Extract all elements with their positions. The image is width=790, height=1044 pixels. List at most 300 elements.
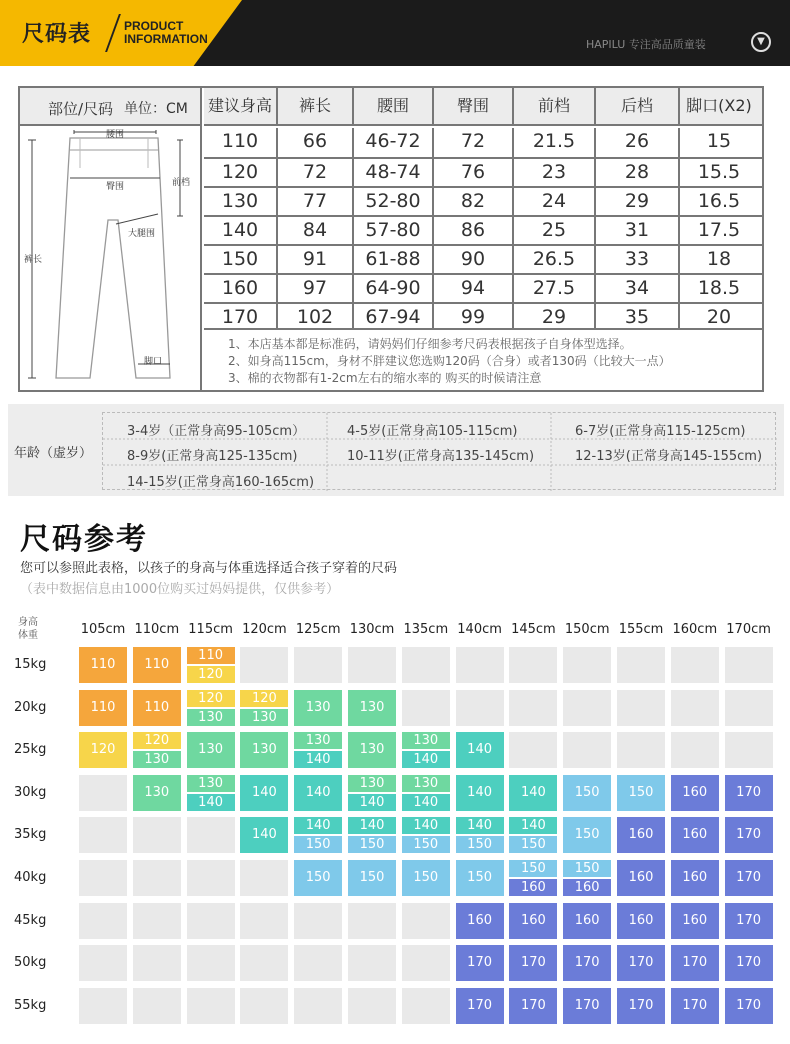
- empty-cell: [671, 732, 719, 768]
- size-value: 140: [402, 751, 450, 768]
- size-value: 170: [574, 997, 600, 1013]
- size-table-cell: 130: [204, 188, 278, 215]
- size-table-cell: 84: [278, 217, 354, 244]
- empty-cell: [294, 647, 342, 683]
- size-recommendation-cell: [509, 945, 557, 981]
- diagram-waist-label: 腰围: [106, 130, 125, 140]
- height-column-header: 160cm: [672, 622, 718, 637]
- size-recommendation-cell: [725, 860, 773, 896]
- header-subtitle-line1: PRODUCT: [124, 19, 184, 33]
- empty-cell: [348, 945, 396, 981]
- size-value: 140: [187, 794, 235, 811]
- size-value: 140: [520, 784, 546, 800]
- size-recommendation-cell: [563, 860, 611, 896]
- empty-cell: [617, 647, 665, 683]
- size-recommendation-cell: [294, 775, 342, 811]
- size-value: 160: [509, 879, 557, 896]
- empty-cell: [402, 690, 450, 726]
- size-table-cell: 52-80: [354, 188, 434, 215]
- size-recommendation-cell: [240, 732, 288, 768]
- header-subtitle-line2: INFORMATION: [124, 32, 208, 46]
- size-recommendation-cell: [79, 647, 127, 683]
- size-table-cell: 76: [434, 159, 514, 186]
- size-recommendation-cell: [348, 775, 396, 811]
- size-recommendation-cell: [671, 988, 719, 1024]
- age-cell: 8-9岁(正常身高125-135cm): [127, 449, 298, 464]
- weight-row-label: 40kg: [14, 870, 47, 885]
- size-value: 150: [413, 870, 439, 885]
- size-recommendation-cell: [671, 817, 719, 853]
- size-value: 130: [402, 775, 450, 792]
- size-recommendation-cell: [563, 945, 611, 981]
- empty-cell: [617, 732, 665, 768]
- age-cell: 10-11岁(正常身高135-145cm): [347, 449, 535, 464]
- size-table-cell: 15.5: [697, 161, 741, 183]
- height-column-header: 170cm: [726, 622, 771, 637]
- size-recommendation-cell: [509, 860, 557, 896]
- size-value: 130: [348, 775, 396, 792]
- size-table-cell: 67-94: [354, 304, 434, 331]
- size-recommendation-cell: [509, 775, 557, 811]
- size-value: 150: [509, 836, 557, 853]
- size-value: 140: [402, 794, 450, 811]
- size-table-cell: 23: [514, 159, 596, 186]
- size-table-cell: 110: [204, 128, 278, 157]
- size-diagram-panel: [20, 88, 202, 390]
- size-recommendation-cell: [456, 732, 504, 768]
- reference-subtitle: 您可以参照此表格，以孩子的身高与体重选择适合孩子穿着的尺码: [20, 561, 398, 576]
- height-column-header: 130cm: [349, 622, 395, 637]
- size-value: 170: [467, 955, 492, 971]
- empty-cell: [187, 945, 235, 981]
- empty-cell: [509, 732, 557, 768]
- empty-cell: [563, 732, 611, 768]
- size-table-cell: 26: [596, 128, 680, 157]
- size-value: 160: [563, 879, 611, 896]
- size-recommendation-cell: [563, 817, 611, 853]
- size-table-cell: 29: [514, 304, 596, 331]
- size-value: 160: [682, 784, 708, 800]
- height-column-header: 140cm: [457, 622, 502, 637]
- empty-cell: [725, 732, 773, 768]
- size-table-cell: 170: [204, 304, 278, 331]
- height-column-header: 120cm: [242, 622, 287, 637]
- size-value: 140: [348, 794, 396, 811]
- size-recommendation-cell: [563, 775, 611, 811]
- size-value: 160: [682, 870, 708, 885]
- size-recommendation-cell: [456, 817, 504, 853]
- size-value: 170: [736, 784, 761, 800]
- empty-cell: [294, 945, 342, 981]
- size-table-note: 2、如身高115cm，身材不胖建议您选购120码（合身）或者130码（比较大一点）: [228, 354, 671, 368]
- size-table-cell: 15: [706, 130, 732, 152]
- age-cell: 12-13岁(正常身高145-155cm): [575, 449, 763, 464]
- size-recommendation-cell: [671, 945, 719, 981]
- size-value: 130: [359, 742, 385, 758]
- empty-cell: [402, 647, 450, 683]
- size-value: 130: [240, 709, 288, 726]
- size-table-cell: 46-72: [354, 128, 434, 157]
- size-value: 130: [402, 732, 450, 749]
- empty-cell: [348, 647, 396, 683]
- size-table-cell: 29: [596, 188, 680, 215]
- size-value: 120: [90, 742, 116, 758]
- header-subtitle: [124, 20, 208, 46]
- size-recommendation-cell: [133, 775, 181, 811]
- weight-row-label: 55kg: [14, 997, 47, 1013]
- size-table-cell: 72: [434, 128, 514, 157]
- size-table-cell: 34: [596, 275, 680, 302]
- diagram-length-label: 裤长: [24, 255, 43, 265]
- size-table-row: [204, 157, 762, 186]
- size-table-cell: 160: [204, 275, 278, 302]
- empty-cell: [348, 988, 396, 1024]
- size-value: 150: [402, 836, 450, 853]
- size-value: 150: [456, 836, 504, 853]
- size-table-cell: 28: [596, 159, 680, 186]
- matrix-corner-weight: 体重: [18, 630, 38, 641]
- page-title: 尺码表: [22, 22, 92, 47]
- brand-text: HAPILU 专注高品质童装: [586, 38, 706, 51]
- size-table-cell: 31: [596, 217, 680, 244]
- age-cell: 6-7岁(正常身高115-125cm): [575, 424, 746, 439]
- size-recommendation-cell: [456, 945, 504, 981]
- size-table-column-header: 前档: [514, 88, 596, 124]
- size-value: 160: [467, 912, 492, 928]
- reference-note: （表中数据信息由1000位购买过妈妈提供，仅供参考）: [20, 582, 340, 597]
- size-table-column-header: 臀围: [434, 88, 514, 124]
- height-column-header: 145cm: [511, 622, 556, 637]
- size-recommendation-cell: [348, 690, 396, 726]
- size-table-row: [204, 215, 762, 244]
- size-table-row: [204, 128, 762, 157]
- empty-cell: [79, 945, 127, 981]
- size-table-cell: 72: [278, 159, 354, 186]
- size-recommendation-cell: [79, 732, 127, 768]
- size-recommendation-cell: [509, 903, 557, 939]
- size-recommendation-cell: [671, 860, 719, 896]
- size-recommendation-cell: [617, 988, 665, 1024]
- size-value: 140: [348, 817, 396, 834]
- size-value: 110: [90, 699, 116, 715]
- empty-cell: [240, 647, 288, 683]
- size-table-cell: 77: [278, 188, 354, 215]
- size-value: 130: [187, 709, 235, 726]
- size-recommendation-cell: [563, 988, 611, 1024]
- size-value: 130: [359, 699, 385, 715]
- size-table-column-header: 裤长: [278, 88, 354, 124]
- size-recommendation-cell: [725, 817, 773, 853]
- unit-label: 单位：CM: [124, 101, 188, 117]
- size-recommendation-cell: [402, 775, 450, 811]
- weight-row-label: 50kg: [14, 955, 47, 971]
- size-recommendation-cell: [725, 775, 773, 811]
- size-recommendation-cell: [294, 817, 342, 853]
- empty-cell: [187, 988, 235, 1024]
- size-value: 140: [402, 817, 450, 834]
- size-recommendation-cell: [348, 732, 396, 768]
- size-value: 150: [574, 784, 600, 800]
- size-value: 170: [628, 997, 654, 1013]
- empty-cell: [133, 817, 181, 853]
- empty-cell: [671, 647, 719, 683]
- size-table-cell: 21.5: [514, 128, 596, 157]
- age-cell: 3-4岁（正常身高95-105cm）: [127, 424, 306, 439]
- size-table-cell: 94: [434, 275, 514, 302]
- size-recommendation-cell: [671, 775, 719, 811]
- size-recommendation-cell: [133, 647, 181, 683]
- size-value: 160: [628, 827, 654, 843]
- size-table-cell: 90: [434, 246, 514, 273]
- size-recommendation-cell: [240, 817, 288, 853]
- size-recommendation-cell: [294, 732, 342, 768]
- pants-outline-icon: [20, 128, 200, 390]
- empty-cell: [563, 647, 611, 683]
- size-recommendation-cell: [563, 903, 611, 939]
- size-table-header-row: [204, 88, 762, 126]
- weight-row-label: 20kg: [14, 699, 47, 715]
- size-value: 170: [520, 997, 546, 1013]
- size-value: 140: [251, 784, 277, 800]
- size-value: 130: [144, 784, 170, 800]
- pants-diagram: [20, 128, 200, 390]
- header-bar: [0, 0, 790, 66]
- size-value: 170: [520, 955, 546, 971]
- size-value: 120: [187, 690, 235, 707]
- size-table-cell: 24: [514, 188, 596, 215]
- empty-cell: [456, 647, 504, 683]
- size-recommendation-cell: [187, 647, 235, 683]
- size-value: 110: [90, 657, 116, 672]
- empty-cell: [240, 945, 288, 981]
- size-table-cell: 99: [434, 304, 514, 331]
- empty-cell: [509, 647, 557, 683]
- size-value: 160: [574, 912, 600, 928]
- size-table-cell: 27.5: [514, 275, 596, 302]
- size-table-cell: 86: [434, 217, 514, 244]
- size-recommendation-cell: [617, 775, 665, 811]
- size-value: 110: [144, 699, 170, 715]
- diagram-hem-label: 脚口: [144, 357, 163, 367]
- size-value: 150: [563, 860, 611, 877]
- size-value: 110: [187, 647, 235, 664]
- size-table-cell: 64-90: [354, 275, 434, 302]
- height-column-header: 155cm: [618, 622, 664, 637]
- size-recommendation-cell: [402, 860, 450, 896]
- size-value: 130: [133, 751, 181, 768]
- age-cell: 4-5岁(正常身高105-115cm): [347, 424, 518, 439]
- size-table-cell: 102: [278, 304, 354, 331]
- size-recommendation-cell: [240, 775, 288, 811]
- size-value: 160: [520, 912, 546, 928]
- size-table-cell: 140: [204, 217, 278, 244]
- size-value: 170: [736, 912, 761, 928]
- size-value: 160: [682, 827, 708, 843]
- size-table-row: [204, 244, 762, 273]
- size-table-row: [204, 273, 762, 302]
- empty-cell: [402, 945, 450, 981]
- empty-cell: [133, 988, 181, 1024]
- diagram-thigh-label: 大腿围: [128, 229, 156, 239]
- size-table-column-header: 脚口(X2): [686, 96, 752, 115]
- empty-cell: [509, 690, 557, 726]
- size-recommendation-cell: [509, 988, 557, 1024]
- size-value: 150: [467, 870, 492, 885]
- size-value: 150: [294, 836, 342, 853]
- size-value: 160: [628, 912, 654, 928]
- size-table-column-header: 后档: [596, 88, 680, 124]
- empty-cell: [402, 988, 450, 1024]
- size-value: 170: [682, 955, 708, 971]
- empty-cell: [133, 860, 181, 896]
- empty-cell: [617, 690, 665, 726]
- size-table-cell: 18: [706, 248, 732, 270]
- size-recommendation-cell: [294, 860, 342, 896]
- size-recommendation-cell: [402, 732, 450, 768]
- size-recommendation-cell: [617, 903, 665, 939]
- size-value: 160: [628, 870, 654, 885]
- empty-cell: [187, 903, 235, 939]
- size-table: [18, 86, 764, 392]
- empty-cell: [133, 903, 181, 939]
- empty-cell: [133, 945, 181, 981]
- size-table-column-header: 腰围: [354, 88, 434, 124]
- height-column-header: 150cm: [564, 622, 610, 637]
- size-recommendation-cell: [133, 732, 181, 768]
- size-value: 110: [144, 657, 170, 672]
- empty-cell: [79, 775, 127, 811]
- size-value: 170: [628, 955, 654, 971]
- weight-row-label: 15kg: [14, 657, 47, 672]
- size-recommendation-cell: [509, 817, 557, 853]
- size-table-note: 3、棉的衣物都有1-2cm左右的缩水率的 购买的时候请注意: [228, 371, 542, 385]
- size-table-cell: 20: [706, 306, 732, 328]
- size-value: 160: [682, 912, 708, 928]
- size-table-notes: [204, 328, 762, 390]
- size-value: 120: [187, 666, 235, 683]
- size-table-cell: 91: [278, 246, 354, 273]
- size-value: 130: [294, 732, 342, 749]
- size-value: 140: [467, 742, 492, 758]
- height-column-header: 110cm: [134, 622, 180, 637]
- size-recommendation-cell: [187, 690, 235, 726]
- empty-cell: [348, 903, 396, 939]
- empty-cell: [79, 817, 127, 853]
- size-recommendation-cell: [617, 945, 665, 981]
- size-table-cell: 35: [596, 304, 680, 331]
- size-table-row: [204, 302, 762, 331]
- chevron-down-circle-icon[interactable]: ▼: [751, 32, 771, 52]
- empty-cell: [187, 817, 235, 853]
- size-recommendation-cell: [240, 690, 288, 726]
- size-table-column-header: 建议身高: [204, 88, 278, 124]
- size-value: 170: [736, 955, 761, 971]
- empty-cell: [294, 988, 342, 1024]
- empty-cell: [725, 647, 773, 683]
- empty-cell: [456, 690, 504, 726]
- corner-label: 部位/尺码: [48, 100, 114, 118]
- size-value: 150: [359, 870, 385, 885]
- size-table-grid: [204, 88, 762, 390]
- size-recommendation-cell: [402, 817, 450, 853]
- size-table-cell: 33: [596, 246, 680, 273]
- empty-cell: [240, 988, 288, 1024]
- height-column-header: 105cm: [80, 622, 126, 637]
- diagram-hip-label: 臀围: [106, 182, 125, 192]
- size-recommendation-cell: [725, 903, 773, 939]
- empty-cell: [671, 690, 719, 726]
- empty-cell: [187, 860, 235, 896]
- size-recommendation-cell: [79, 690, 127, 726]
- size-value: 130: [251, 742, 277, 758]
- size-recommendation-cell: [456, 903, 504, 939]
- size-recommendation-cell: [348, 860, 396, 896]
- size-value: 170: [736, 870, 761, 885]
- size-recommendation-cell: [294, 690, 342, 726]
- age-label: 年龄（虚岁）: [14, 446, 93, 461]
- size-recommendation-cell: [456, 775, 504, 811]
- size-value: 130: [198, 742, 223, 758]
- weight-row-label: 30kg: [14, 784, 47, 800]
- size-value: 170: [467, 997, 492, 1013]
- size-value: 140: [294, 817, 342, 834]
- size-table-row: [204, 186, 762, 215]
- size-value: 130: [187, 775, 235, 792]
- size-value: 170: [736, 997, 761, 1013]
- height-column-header: 135cm: [403, 622, 449, 637]
- height-column-header: 125cm: [295, 622, 341, 637]
- empty-cell: [294, 903, 342, 939]
- size-recommendation-cell: [671, 903, 719, 939]
- size-table-cell: 66: [278, 128, 354, 157]
- size-recommendation-cell: [187, 732, 235, 768]
- size-value: 140: [467, 784, 492, 800]
- age-table: [8, 404, 784, 496]
- size-table-corner: [20, 88, 200, 126]
- weight-row-label: 25kg: [14, 742, 47, 758]
- size-table-cell: 82: [434, 188, 514, 215]
- age-cell: 14-15岁(正常身高160-165cm): [127, 475, 315, 490]
- size-recommendation-cell: [617, 817, 665, 853]
- size-table-cell: 120: [204, 159, 278, 186]
- empty-cell: [79, 903, 127, 939]
- size-value: 140: [294, 751, 342, 768]
- size-recommendation-cell: [725, 988, 773, 1024]
- size-value: 150: [509, 860, 557, 877]
- size-recommendation-cell: [617, 860, 665, 896]
- empty-cell: [79, 860, 127, 896]
- size-table-cell: 150: [204, 246, 278, 273]
- size-value: 150: [628, 784, 654, 800]
- size-table-cell: 97: [278, 275, 354, 302]
- size-value: 140: [251, 827, 277, 843]
- size-recommendation-cell: [133, 690, 181, 726]
- height-column-header: 115cm: [188, 622, 233, 637]
- matrix-corner-height: 身高: [18, 617, 38, 628]
- size-value: 150: [574, 827, 600, 843]
- size-value: 150: [348, 836, 396, 853]
- size-value: 170: [682, 997, 708, 1013]
- size-table-cell: 61-88: [354, 246, 434, 273]
- size-value: 140: [305, 784, 331, 800]
- size-value: 170: [736, 827, 761, 843]
- size-value: 120: [133, 732, 181, 749]
- size-table-cell: 18.5: [697, 277, 741, 299]
- weight-row-label: 35kg: [14, 827, 47, 843]
- empty-cell: [563, 690, 611, 726]
- size-table-note: 1、本店基本都是标准码，请妈妈们仔细参考尺码表根据孩子自身体型选择。: [228, 337, 632, 351]
- size-value: 170: [574, 955, 600, 971]
